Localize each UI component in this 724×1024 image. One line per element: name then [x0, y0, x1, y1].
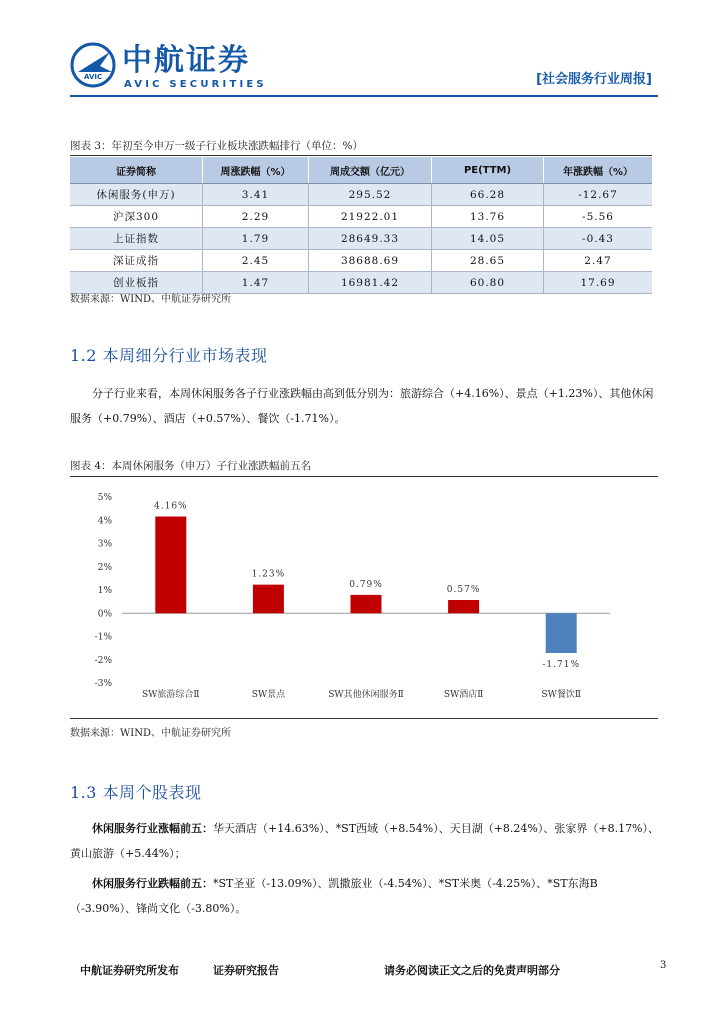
table-cell: 1.47: [203, 272, 309, 294]
table-row: [70, 228, 652, 250]
y-tick-label: 3%: [97, 539, 112, 550]
y-tick-label: 2%: [97, 562, 112, 573]
bar: [351, 595, 382, 613]
table-cell: 16981.42: [309, 272, 432, 294]
y-tick-label: 5%: [97, 493, 112, 503]
table-cell: 2.45: [203, 250, 309, 272]
table-row: [70, 184, 652, 206]
table-cell: 21922.01: [309, 206, 432, 228]
bar: [253, 585, 284, 614]
table-cell: 沪深300: [70, 206, 203, 228]
table-cell: 38688.69: [309, 250, 432, 272]
caption-divider: [70, 155, 652, 156]
table-cell: 2.47: [544, 250, 653, 272]
table-caption: 图表 3：年初至今申万一级子行业板块涨跌幅排行（单位：%）: [70, 140, 363, 152]
y-tick-label: 0%: [97, 609, 112, 620]
chart-caption: 图表 4：本周休闲服务（申万）子行业涨跌幅前五名: [70, 460, 312, 472]
table-row: [70, 206, 652, 228]
table-cell: -12.67: [544, 184, 653, 206]
table-cell: 17.69: [544, 272, 653, 294]
losers-paragraph: [70, 871, 660, 921]
table-header-cell: 周涨跌幅（%）: [203, 157, 309, 184]
gainers-text: 华天酒店（+14.63%）、*ST西域（+8.54%）、天目湖（+8.24%）、张家界（+8.17%）、黄山旅游（+5.44%）；: [70, 822, 660, 860]
losers-label: 休闲服务行业跌幅前五：: [92, 877, 213, 890]
index-performance-table: [70, 157, 652, 294]
bar: [155, 517, 186, 614]
logo-chinese-name: 中航证券: [122, 43, 250, 78]
bar: [448, 600, 479, 613]
caption-divider: [70, 476, 658, 477]
gainers-paragraph: [70, 816, 660, 866]
logo-english-name: AVIC SECURITIES: [124, 79, 267, 90]
table-source-note: 数据来源：WIND、中航证券研究所: [70, 294, 231, 305]
chart-bottom-divider: [70, 718, 658, 719]
table-cell: 3.41: [203, 184, 309, 206]
table-cell: 创业板指: [70, 272, 203, 294]
table-cell: 28649.33: [309, 228, 432, 250]
table-header-row: [70, 157, 652, 184]
table-cell: 28.65: [432, 250, 544, 272]
section-heading-1-3: 1.3 本周个股表现: [70, 783, 202, 802]
table-header-cell: PE(TTM): [432, 157, 544, 184]
table-cell: -0.43: [544, 228, 653, 250]
footer-publisher: 中航证券研究所发布: [80, 964, 179, 977]
section-heading-1-2: 1.2 本周细分行业市场表现: [70, 346, 268, 365]
y-tick-label: -1%: [94, 632, 112, 643]
section-1-2-paragraph: 分子行业来看，本周休闲服务各子行业涨跌幅由高到低分别为：旅游综合（+4.16%）、景点（+1.23%）、其他休闲服务（+0.79%）、酒店（+0.57%）、餐饮（-1.71%）。: [70, 387, 654, 425]
table-header-cell: 证券简称: [70, 157, 203, 184]
x-category-label: SW酒店Ⅱ: [443, 690, 484, 700]
table-cell: 1.79: [203, 228, 309, 250]
table-row: [70, 250, 652, 272]
footer-disclaimer: 请务必阅读正文之后的免责声明部分: [384, 964, 560, 977]
report-tag: [社会服务行业周报]: [536, 72, 652, 87]
avic-logo-icon: [70, 42, 116, 88]
x-category-label: SW旅游综合Ⅱ: [142, 690, 200, 700]
table-cell: 295.52: [309, 184, 432, 206]
bar: [546, 613, 577, 653]
table-header-cell: 周成交额（亿元）: [309, 157, 432, 184]
chart-source-note: 数据来源：WIND、中航证券研究所: [70, 728, 231, 739]
gainers-label: 休闲服务行业涨幅前五：: [92, 822, 213, 835]
bar-value-label: 0.79%: [349, 579, 383, 590]
x-category-label: SW其他休闲服务Ⅱ: [328, 690, 404, 700]
table-cell: 深证成指: [70, 250, 203, 272]
table-header-cell: 年涨跌幅（%）: [544, 157, 653, 184]
table-cell: 14.05: [432, 228, 544, 250]
table-cell: -5.56: [544, 206, 653, 228]
table-cell: 13.76: [432, 206, 544, 228]
header-divider: [70, 95, 658, 97]
bar-value-label: 0.57%: [446, 584, 481, 595]
subsector-bar-chart: [70, 485, 658, 715]
x-category-label: SW景点: [251, 690, 286, 700]
table-cell: 66.28: [432, 184, 544, 206]
y-tick-label: 1%: [97, 586, 112, 596]
logo-badge-text: AVIC: [84, 73, 103, 81]
x-category-label: SW餐饮Ⅱ: [541, 690, 581, 700]
table-cell: 2.29: [203, 206, 309, 228]
footer-report-type: 证券研究报告: [213, 964, 279, 977]
y-tick-label: -2%: [94, 655, 112, 666]
page-number: 3: [660, 960, 667, 971]
y-tick-label: -3%: [94, 679, 112, 689]
bar-value-label: 4.16%: [154, 501, 188, 512]
table-cell: 休闲服务(申万): [70, 184, 203, 206]
table-cell: 上证指数: [70, 228, 203, 250]
table-cell: 60.80: [432, 272, 544, 294]
bar-value-label: 1.23%: [251, 569, 286, 580]
y-tick-label: 4%: [97, 516, 112, 527]
bar-value-label: -1.71%: [542, 660, 581, 671]
losers-text: *ST圣亚（-13.09%）、凯撒旅业（-4.54%）、*ST米奥（-4.25%）、*ST东海B（-3.90%）、锋尚文化（-3.80%）。: [70, 877, 598, 915]
